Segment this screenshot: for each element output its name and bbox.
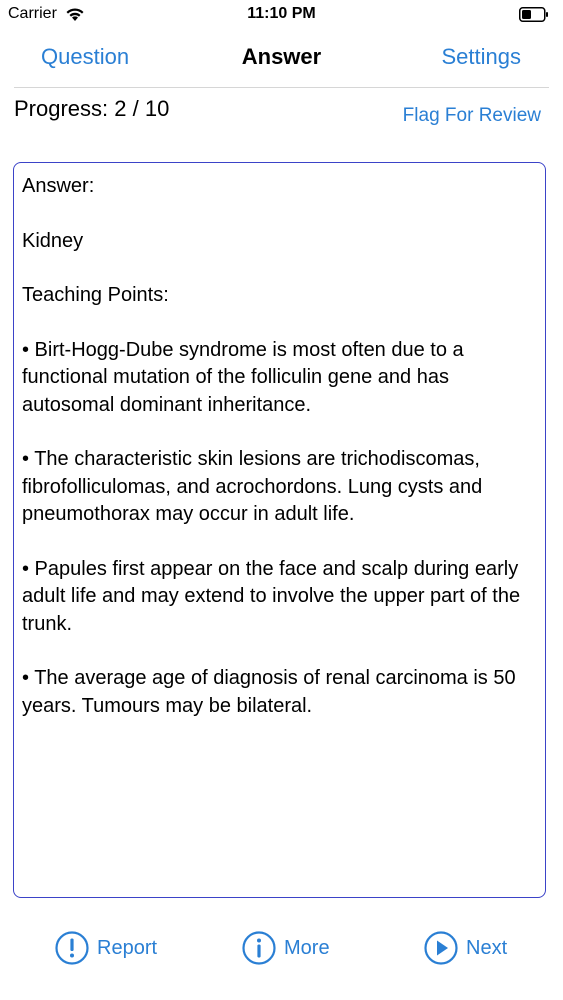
answer-value: Kidney xyxy=(22,229,84,252)
report-button[interactable] xyxy=(54,930,157,966)
progress-label: Progress: 2 / 10 xyxy=(14,96,170,121)
navigation-bar xyxy=(0,30,563,86)
status-time: 11:10 PM xyxy=(247,5,316,22)
battery-icon xyxy=(519,7,549,22)
report-label: Report xyxy=(97,936,158,959)
settings-button[interactable]: Settings xyxy=(441,44,521,69)
info-circle-icon xyxy=(241,930,277,966)
next-label: Next xyxy=(466,936,508,959)
status-bar xyxy=(0,0,563,30)
carrier-label: Carrier xyxy=(8,5,57,22)
bottom-toolbar xyxy=(0,920,563,980)
teaching-point: • Birt-Hogg-Dube syndrome is most often due to a functional mutation of the folliculin gene and has autosomal dominant inheritance. xyxy=(22,338,464,416)
page-title: Answer xyxy=(241,44,322,69)
answer-heading: Answer: xyxy=(22,175,95,197)
answer-text-view[interactable] xyxy=(13,162,546,898)
question-tab-button[interactable]: Question xyxy=(41,44,130,69)
flag-for-review-button[interactable]: Flag For Review xyxy=(402,105,541,126)
next-button[interactable] xyxy=(423,930,507,966)
nav-divider xyxy=(14,87,549,88)
teaching-points-heading: Teaching Points: xyxy=(22,284,169,306)
teaching-point: • The average age of diagnosis of renal carcinoma is 50 years. Tumours may be bilateral. xyxy=(22,667,516,717)
play-circle-icon xyxy=(423,930,459,966)
teaching-point: • Papules first appear on the face and scalp during early adult life and may extend to involve the upper part of the trunk. xyxy=(22,557,521,635)
more-label: More xyxy=(284,936,330,959)
teaching-point: • The characteristic skin lesions are trichodiscomas, fibrofolliculomas, and acrochordons. Lung cysts and pneumothorax may occur in adult life. xyxy=(22,448,483,525)
exclamation-circle-icon xyxy=(54,930,90,966)
more-button[interactable] xyxy=(241,930,330,966)
